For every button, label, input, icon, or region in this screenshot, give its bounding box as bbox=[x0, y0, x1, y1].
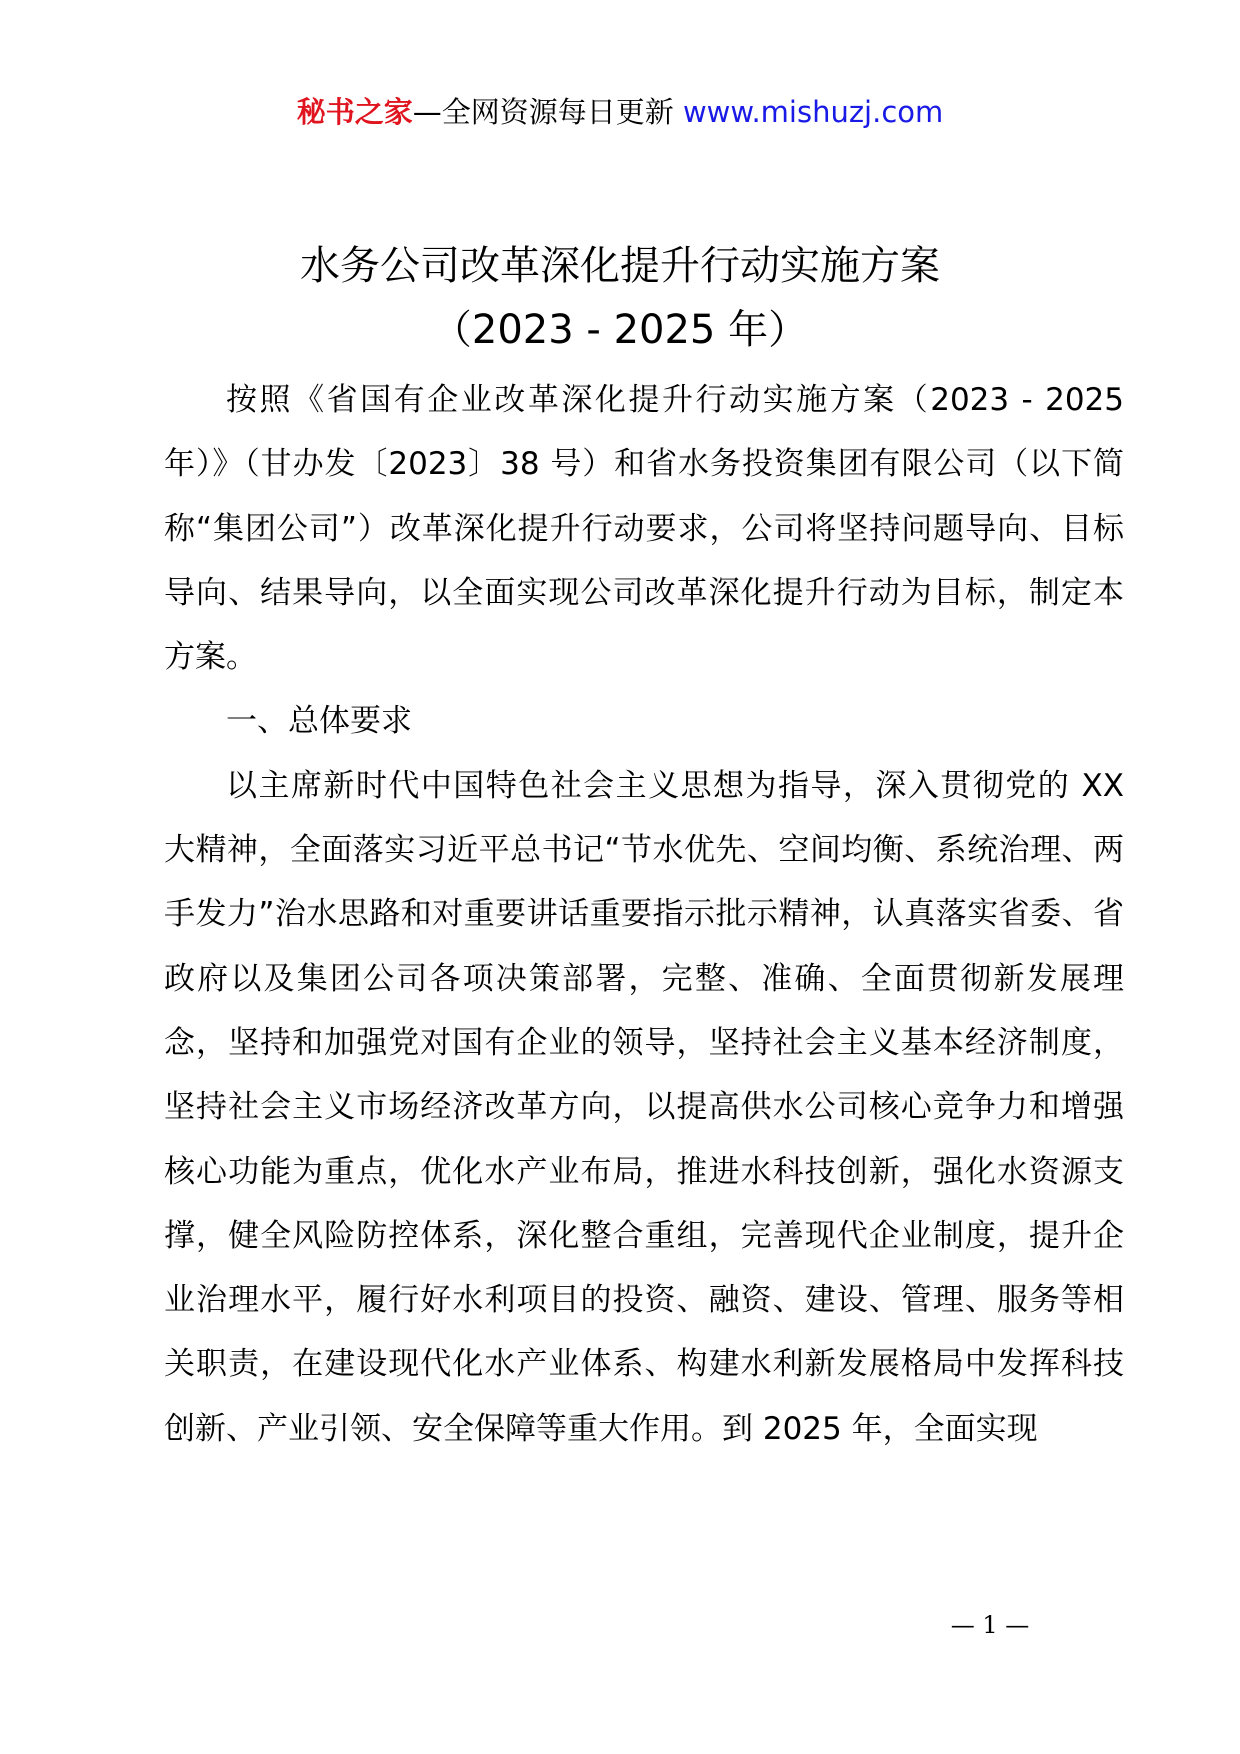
section-heading: 一、总体要求 bbox=[226, 703, 412, 740]
site-url-link[interactable]: www.mishuzj.com bbox=[682, 95, 944, 129]
document-title: 水务公司改革深化提升行动实施方案 bbox=[300, 243, 940, 289]
site-header bbox=[0, 92, 1240, 132]
page-number: — 1 — bbox=[950, 1611, 1030, 1639]
document-body bbox=[164, 368, 1124, 1461]
document-subtitle: （2023 - 2025 年） bbox=[431, 307, 809, 353]
site-brand: 秘书之家 bbox=[296, 95, 413, 129]
site-tagline: —全网资源每日更新 bbox=[412, 95, 674, 129]
intro-paragraph: 按照《省国有企业改革深化提升行动实施方案（2023 - 2025 年）》（甘办发〔2023〕38 号）和省水务投资集团有限公司（以下简称“集团公司”）改革深化提升行动要求，公司将坚持问题导向、目标导向、结果导向，以全面实现公司改革深化提升行动为目标，制定本方案。 bbox=[164, 382, 1124, 676]
body-paragraph: 以主席新时代中国特色社会主义思想为指导，深入贯彻党的 XX 大精神，全面落实习近平总书记“节水优先、空间均衡、系统治理、两手发力”治水思路和对重要讲话重要指示批示精神，认真落实省委、省政府以及集团公司各项决策部署，完整、准确、全面贯彻新发展理念，坚持和加强党对国有企业的领导，坚持社会主义基本经济制度，坚持社会主义市场经济改革方向，以提高供水公司核心竞争力和增强核心功能为重点，优化水产业布局，推进水科技创新，强化水资源支撑，健全风险防控体系，深化整合重组，完善现代企业制度，提升企业治理水平，履行好水利项目的投资、融资、建设、管理、服务等相关职责，在建设现代化水产业体系、构建水利新发展格局中发挥科技创新、产业引领、安全保障等重大作用。到 2025 年，全面实现 bbox=[164, 767, 1124, 1447]
